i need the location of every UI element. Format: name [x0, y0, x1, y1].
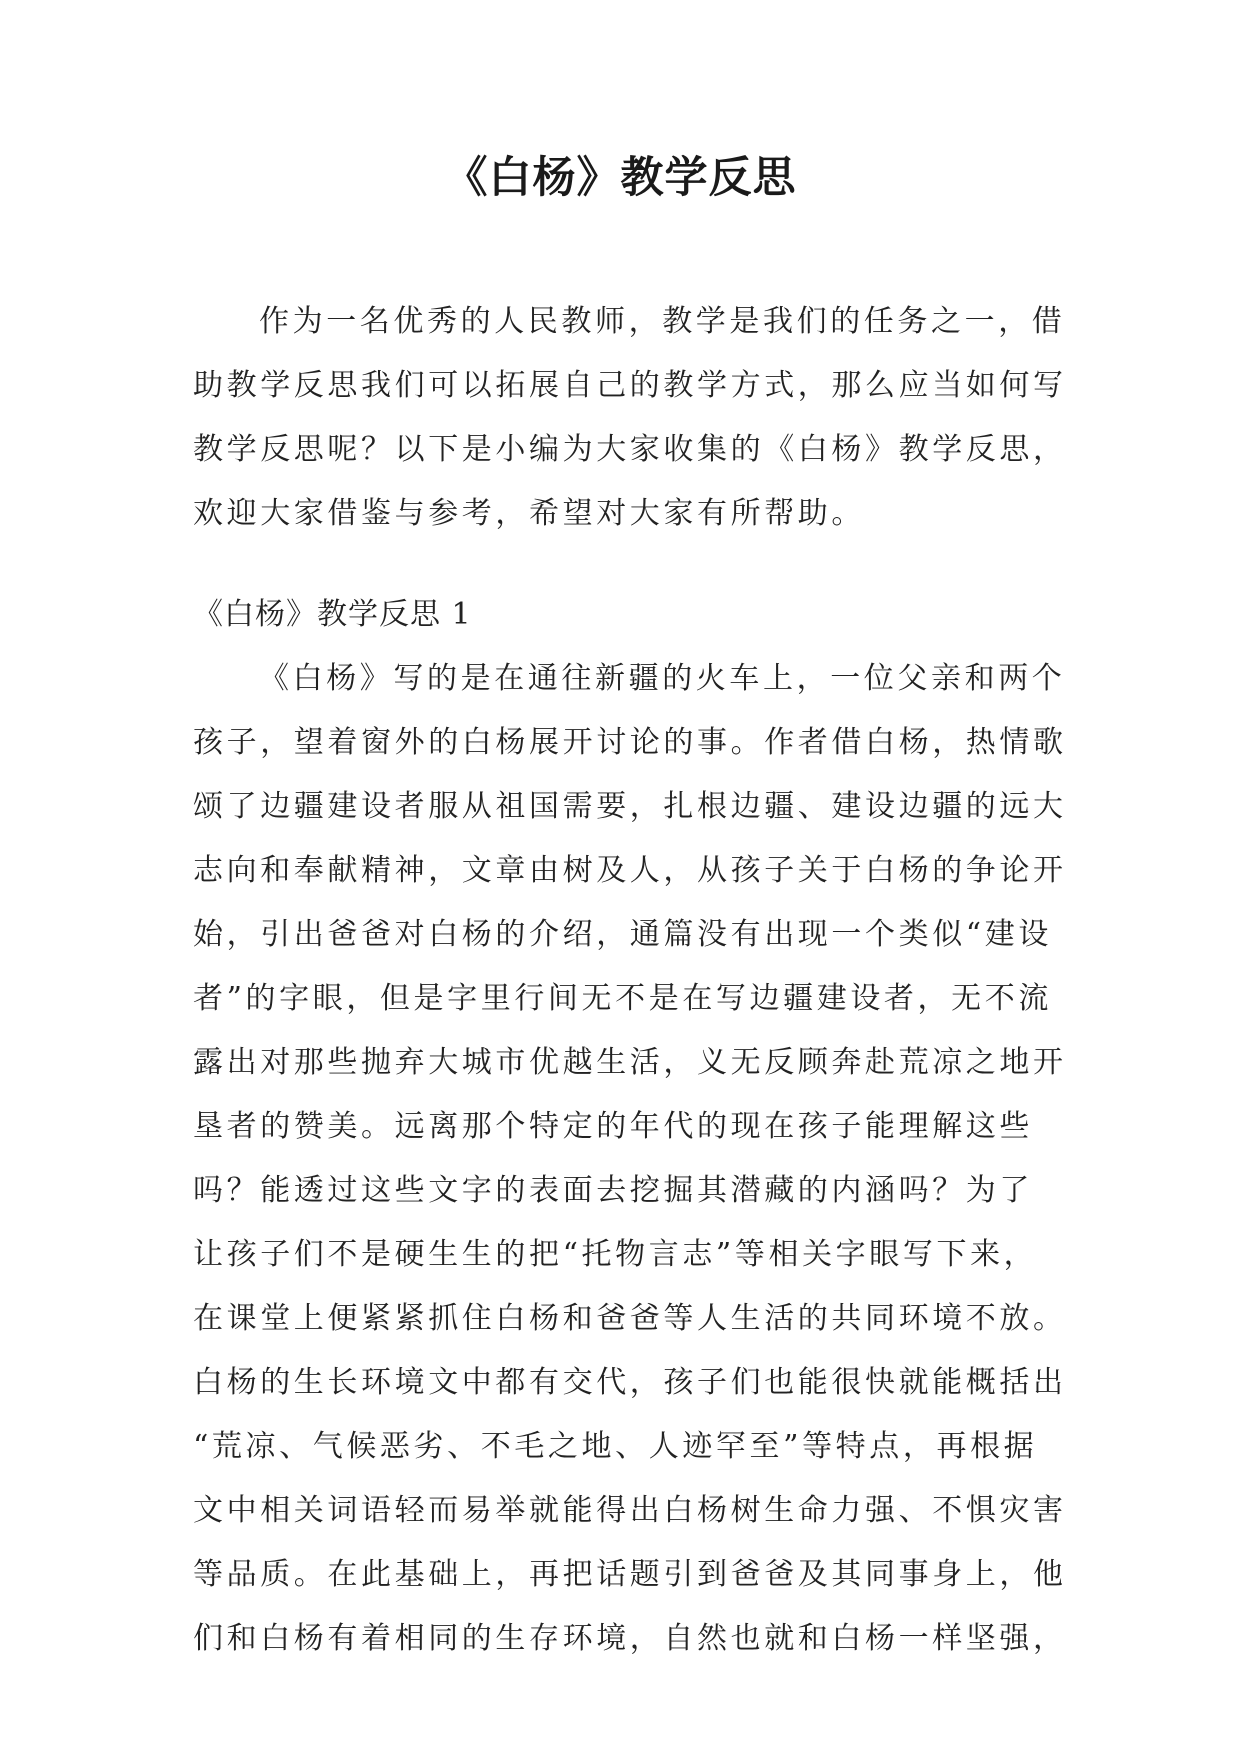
body-line: 在课堂上便紧紧抓住白杨和爸爸等人生活的共同环境不放。 [193, 1301, 1067, 1336]
document-title: 《白杨》教学反思 [444, 153, 797, 203]
body-line: 始，引出爸爸对白杨的介绍，通篇没有出现一个类似“建设 [193, 917, 1052, 952]
intro-line: 欢迎大家借鉴与参考，希望对大家有所帮助。 [193, 496, 865, 531]
body-line: 文中相关词语轻而易举就能得出白杨树生命力强、不惧灾害 [193, 1493, 1067, 1528]
body-line: 吗？能透过这些文字的表面去挖掘其潜藏的内涵吗？为了 [193, 1173, 1033, 1208]
body-line: 露出对那些抛弃大城市优越生活，义无反顾奔赴荒凉之地开 [193, 1045, 1067, 1080]
body-line: “荒凉、气候恶劣、不毛之地、人迹罕至”等特点，再根据 [193, 1429, 1038, 1464]
body-line: 们和白杨有着相同的生存环境，自然也就和白杨一样坚强， [193, 1621, 1067, 1656]
body-line: 白杨的生长环境文中都有交代，孩子们也能很快就能概括出 [193, 1365, 1067, 1400]
body-line: 志向和奉献精神，文章由树及人，从孩子关于白杨的争论开 [193, 853, 1067, 888]
body-line: 孩子，望着窗外的白杨展开讨论的事。作者借白杨，热情歌 [193, 725, 1067, 760]
intro-paragraph [193, 290, 1067, 546]
section-heading: 《白杨》教学反思 1 [193, 597, 472, 632]
body-line: 等品质。在此基础上，再把话题引到爸爸及其同事身上，他 [193, 1557, 1067, 1592]
body-line: 垦者的赞美。远离那个特定的年代的现在孩子能理解这些 [193, 1109, 1033, 1144]
body-line: 颂了边疆建设者服从祖国需要，扎根边疆、建设边疆的远大 [193, 789, 1067, 824]
body-line: 者”的字眼，但是字里行间无不是在写边疆建设者，无不流 [193, 981, 1052, 1016]
intro-line: 助教学反思我们可以拓展自己的教学方式，那么应当如何写 [193, 368, 1067, 403]
body-line: 让孩子们不是硬生生的把“托物言志”等相关字眼写下来， [193, 1237, 1038, 1272]
section-1 [193, 583, 1067, 1671]
section-1-body [193, 647, 1067, 1671]
intro-line: 教学反思呢？以下是小编为大家收集的《白杨》教学反思， [193, 432, 1067, 467]
body-line: 《白杨》写的是在通往新疆的火车上，一位父亲和两个 [259, 661, 1066, 696]
intro-line: 作为一名优秀的人民教师，教学是我们的任务之一，借 [259, 304, 1066, 339]
